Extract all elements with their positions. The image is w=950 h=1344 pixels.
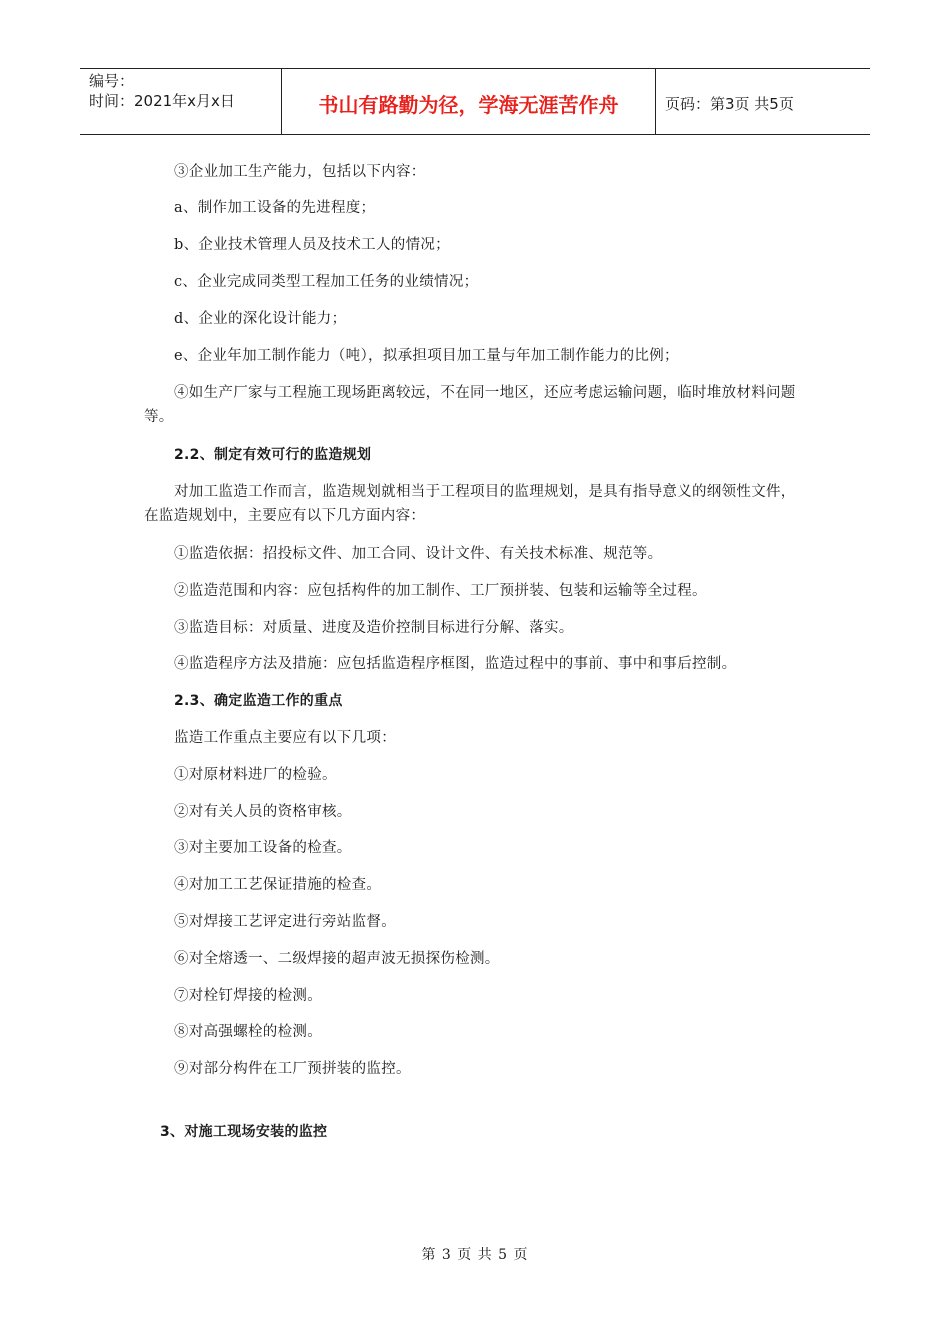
list-item: ④对加工工艺保证措施的检查。 [174, 877, 382, 893]
paragraph: ①监造依据：招投标文件、加工合同、设计文件、有关技术标准、规范等。 [174, 546, 663, 562]
paragraph: 对加工监造工作而言，监造规划就相当于工程项目的监理规划，是具有指导意义的纲领性文件，在监造规划中，主要应有以下几方面内容： [144, 484, 796, 524]
document-header [80, 68, 870, 135]
list-item: ⑨对部分构件在工厂预拼装的监控。 [174, 1061, 411, 1077]
header-meta [80, 69, 282, 134]
paragraph: ④监造程序方法及措施：应包括监造程序框图，监造过程中的事前、事中和事后控制。 [174, 656, 737, 672]
header-page-info: 页码：第3页 共5页 [665, 95, 794, 113]
list-item: ⑥对全熔透一、二级焊接的超声波无损探伤检测。 [174, 951, 500, 967]
page-footer: 第 3 页 共 5 页 [421, 1247, 529, 1263]
header-motto: 书山有路勤为径，学海无涯苦作舟 [282, 69, 656, 134]
list-item: ⑤对焊接工艺评定进行旁站监督。 [174, 914, 396, 930]
section-heading: 3、对施工现场安装的监控 [160, 1124, 328, 1140]
list-item: ⑦对栓钉焊接的检测。 [174, 988, 322, 1004]
section-heading: 2.2、制定有效可行的监造规划 [174, 447, 372, 463]
paragraph: ④如生产厂家与工程施工现场距离较远，不在同一地区，还应考虑运输问题，临时堆放材料问题等。 [144, 385, 796, 425]
list-item: ③对主要加工设备的检查。 [174, 840, 352, 856]
paragraph: d、企业的深化设计能力； [174, 311, 347, 327]
list-item: ②对有关人员的资格审核。 [174, 804, 352, 820]
section-heading: 2.3、确定监造工作的重点 [174, 693, 343, 709]
paragraph: ③监造目标：对质量、进度及造价控制目标进行分解、落实。 [174, 620, 574, 636]
paragraph: a、制作加工设备的先进程度； [174, 200, 376, 216]
paragraph: b、企业技术管理人员及技术工人的情况； [174, 237, 450, 253]
paragraph: ②监造范围和内容：应包括构件的加工制作、工厂预拼装、包装和运输等全过程。 [174, 583, 707, 599]
list-item: ⑧对高强螺栓的检测。 [174, 1024, 322, 1040]
number-label: 编号： [89, 72, 135, 90]
paragraph: ③企业加工生产能力，包括以下内容： [174, 164, 426, 180]
time-label: 时间：2021年x月x日 [89, 92, 235, 110]
list-item: ①对原材料进厂的检验。 [174, 767, 337, 783]
paragraph: 监造工作重点主要应有以下几项： [174, 730, 396, 746]
paragraph: c、企业完成同类型工程加工任务的业绩情况； [174, 274, 479, 290]
paragraph: e、企业年加工制作能力（吨），拟承担项目加工量与年加工制作能力的比例； [174, 348, 679, 364]
